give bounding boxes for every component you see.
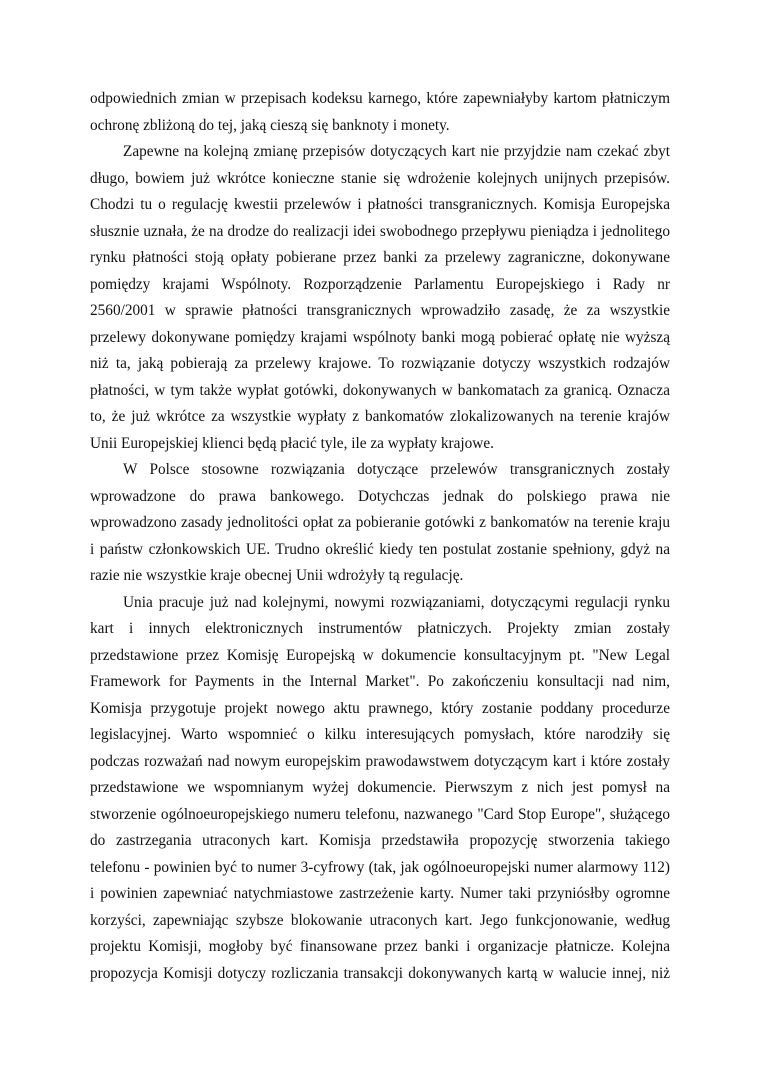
paragraph-3 [90, 457, 670, 590]
text-line: legislacyjnej. Warto wspomnieć o kilku interesujących pomysłach, które narodziły się [90, 726, 670, 743]
text-line: płatności, w tym także wypłat gotówki, dokonywanych w bankomatach za granicą. Oznacza [90, 381, 670, 399]
text-line: pomiędzy krajami Wspólnoty. Rozporządzenie Parlamentu Europejskiego i Rady nr [90, 275, 670, 293]
text-line: korzyści, zapewniając szybsze blokowanie utraconych kart. Jego funkcjonowanie, według [90, 911, 670, 929]
text-line: Unia pracuje już nad kolejnymi, nowymi rozwiązaniami, dotyczącymi regulacji rynku [123, 593, 670, 611]
text-line: przedstawione przez Komisję Europejską w dokumencie konsultacyjnym pt. "New Legal [90, 646, 670, 664]
text-line: stworzenie ogólnoeuropejskiego numeru telefonu, nazwanego "Card Stop Europe", służącego [90, 805, 670, 823]
text-line: projektu Komisji, mogłoby być finansowane przez banki i organizacje płatnicze. Kolejna [90, 938, 670, 955]
paragraph-1 [90, 86, 670, 139]
text-line: Komisja przygotuje projekt nowego aktu prawnego, który zostanie poddany procedurze [90, 699, 670, 717]
text-line: razie nie wszystkie kraje obecnej Unii wdrożyły tą regulację. [90, 567, 464, 584]
paragraph-2 [90, 139, 670, 457]
text-line: Chodzi tu o regulację kwestii przelewów i płatności transgranicznych. Komisja Europejska [90, 196, 670, 213]
text-line: i powinien zapewniać natychmiastowe zastrzeżenie karty. Numer taki przyniósłby ogromne [90, 885, 670, 902]
text-line: podczas rozważań nad nowym europejskim prawodawstwem dotyczącym kart i które zostały [90, 752, 670, 770]
text-line: propozycja Komisji dotyczy rozliczania transakcji dokonywanych kartą w walucie innej, niż [90, 964, 670, 982]
text-line: ochronę zbliżoną do tej, jaką cieszą się banknoty i monety. [90, 116, 450, 134]
text-line: to, że już wkrótce za wszystkie wypłaty z bankomatów zlokalizowanych na terenie krajów [90, 408, 670, 425]
text-line: telefonu - powinien być to numer 3-cyfrowy (tak, jak ogólnoeuropejski numer alarmowy 112) [90, 858, 670, 876]
text-line: i państw członkowskich UE. Trudno określić kiedy ten postulat zostanie spełniony, gdyż na [90, 540, 670, 558]
text-line: rynku płatności stoją opłaty pobierane przez banki za przelewy zagraniczne, dokonywane [90, 249, 670, 266]
text-line: 2560/2001 w sprawie płatności transgranicznych wprowadziło zasadę, że za wszystkie [90, 302, 670, 319]
text-line: przedstawione we wspomnianym wyżej dokumencie. Pierwszym z nich jest pomysł na [90, 779, 670, 796]
text-line: do zastrzegania utraconych kart. Komisja przedstawiła propozycję stworzenia takiego [90, 832, 670, 849]
paragraph-4 [90, 590, 670, 988]
text-line: Zapewne na kolejną zmianę przepisów dotyczących kart nie przyjdzie nam czekać zbyt [123, 143, 670, 160]
text-line: kart i innych elektronicznych instrumentów płatniczych. Projekty zmian zostały [90, 620, 670, 637]
text-line: Framework for Payments in the Internal Market". Po zakończeniu konsultacji nad nim, [90, 673, 670, 690]
text-line: Unii Europejskiej klienci będą płacić tyle, ile za wypłaty krajowe. [90, 434, 494, 452]
text-line: W Polsce stosowne rozwiązania dotyczące przelewów transgranicznych zostały [123, 461, 670, 478]
text-line: wprowadzone do prawa bankowego. Dotychczas jednak do polskiego prawa nie [90, 487, 670, 505]
text-line: wprowadzono zasady jednolitości opłat za pobieranie gotówki z bankomatów na terenie kraju [90, 514, 670, 531]
text-line: przelewy dokonywane pomiędzy krajami wspólnoty banki mogą pobierać opłatę nie wyższą [90, 328, 670, 346]
text-line: słusznie uznała, że na drodze do realizacji idei swobodnego przepływu pieniądza i jednolitego [90, 222, 670, 240]
text-line: długo, bowiem już wkrótce konieczne stanie się wdrożenie kolejnych unijnych przepisów. [90, 169, 670, 187]
document-page [90, 86, 670, 987]
text-line: odpowiednich zmian w przepisach kodeksu karnego, które zapewniałyby kartom płatniczym [90, 90, 670, 107]
text-line: niż ta, jaką pobierają za przelewy krajowe. To rozwiązanie dotyczy wszystkich rodzajów [90, 355, 670, 372]
